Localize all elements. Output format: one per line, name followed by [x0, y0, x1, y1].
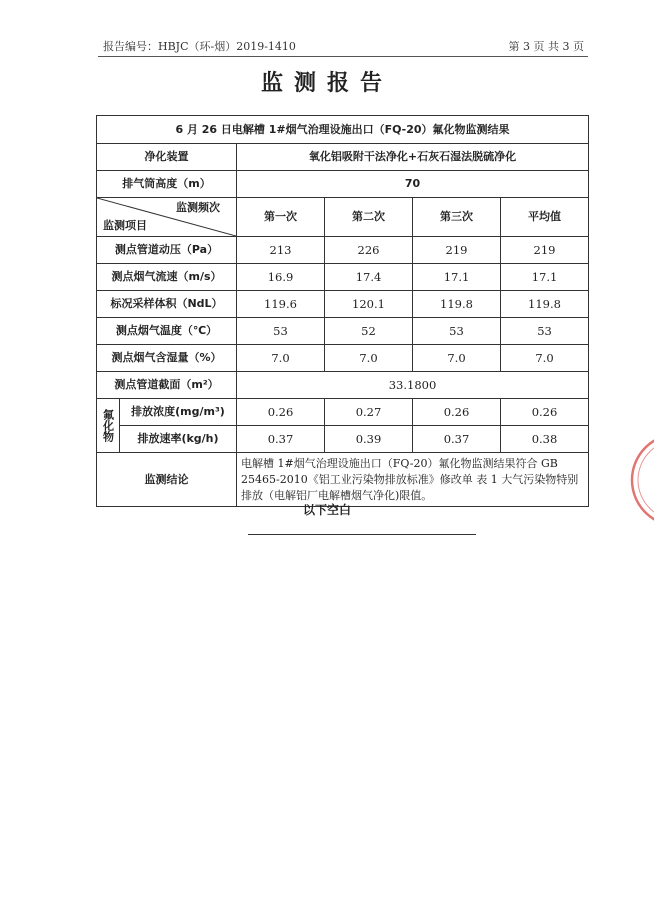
- conclusion-row: [97, 453, 589, 507]
- caption-row: [97, 116, 589, 144]
- table-cell: 53: [501, 318, 589, 345]
- table-cell: 226: [325, 237, 413, 264]
- table-cell: 52: [325, 318, 413, 345]
- table-cell: 219: [501, 237, 589, 264]
- fluoride-results-table: [96, 115, 589, 507]
- purification-value: 氧化铝吸附干法净化+石灰石湿法脱硫净化: [237, 144, 589, 171]
- col-header-average: 平均值: [501, 198, 589, 237]
- col-header-third: 第三次: [413, 198, 501, 237]
- footer-divider: [248, 534, 476, 535]
- table-row: [97, 399, 589, 426]
- table-cell: 7.0: [501, 345, 589, 372]
- table-cell: 0.37: [413, 426, 501, 453]
- purification-label: 净化装置: [97, 144, 237, 171]
- table-cell: 0.26: [501, 399, 589, 426]
- column-header-row: [97, 198, 589, 237]
- col-header-first: 第一次: [237, 198, 325, 237]
- section-row: [97, 372, 589, 399]
- table-cell: 16.9: [237, 264, 325, 291]
- row-label-moisture: 测点烟气含湿量（%）: [97, 345, 237, 372]
- conclusion-label: 监测结论: [97, 453, 237, 507]
- table-cell: 7.0: [325, 345, 413, 372]
- table-cell: 17.1: [501, 264, 589, 291]
- fluoride-group-label: [97, 399, 120, 453]
- table-row: [97, 318, 589, 345]
- end-of-report-note: 以下空白: [302, 503, 351, 517]
- table-cell: 0.26: [237, 399, 325, 426]
- table-cell: 0.38: [501, 426, 589, 453]
- table-cell: 7.0: [413, 345, 501, 372]
- table-cell: 0.26: [413, 399, 501, 426]
- table-cell: 219: [413, 237, 501, 264]
- row-label-velocity: 测点烟气流速（m/s）: [97, 264, 237, 291]
- stack-height-row: [97, 171, 589, 198]
- table-cell: 0.37: [237, 426, 325, 453]
- report-number: 报告编号：HBJC（环-烟）2019-1410: [103, 40, 296, 53]
- table-cell: 0.39: [325, 426, 413, 453]
- row-label-volume: 标况采样体积（NdL）: [97, 291, 237, 318]
- table-row: [97, 291, 589, 318]
- table-cell: 0.27: [325, 399, 413, 426]
- stack-height-value: 70: [237, 171, 589, 198]
- diag-header-frequency: 监测频次: [176, 201, 220, 214]
- document-title: 监测报告: [260, 71, 393, 96]
- diag-header-item: 监测项目: [103, 219, 147, 232]
- table-cell: 7.0: [237, 345, 325, 372]
- row-label-pressure: 测点管道动压（Pa）: [97, 237, 237, 264]
- table-row: [97, 264, 589, 291]
- col-header-second: 第二次: [325, 198, 413, 237]
- table-cell: 120.1: [325, 291, 413, 318]
- table-cell: 119.8: [501, 291, 589, 318]
- section-value: 33.1800: [237, 372, 589, 399]
- row-label-temperature: 测点烟气温度（℃）: [97, 318, 237, 345]
- table-cell: 17.4: [325, 264, 413, 291]
- page-indicator: 第 3 页 共 3 页: [508, 40, 584, 53]
- table-cell: 53: [413, 318, 501, 345]
- fluoride-group-cell: [97, 399, 237, 453]
- table-cell: 119.6: [237, 291, 325, 318]
- stack-height-label: 排气筒高度（m）: [97, 171, 237, 198]
- conclusion-text: 电解槽 1#烟气治理设施出口（FQ-20）氟化物监测结果符合 GB 25465-2010《铝工业污染物排放标准》修改单 表 1 大气污染物特别排放（电解铝厂电解槽烟气净化)限值。: [237, 453, 589, 507]
- section-label: 测点管道截面（m²）: [97, 372, 237, 399]
- table-caption: 6 月 26 日电解槽 1#烟气治理设施出口（FQ-20）氟化物监测结果: [97, 116, 589, 144]
- header-divider: [98, 56, 588, 57]
- table-row: [97, 345, 589, 372]
- row-label-rate: 排放速率(kg/h): [137, 432, 219, 446]
- diagonal-header-cell: [97, 198, 237, 237]
- red-seal-stamp: [620, 428, 654, 533]
- table-cell: 53: [237, 318, 325, 345]
- table-row: [97, 237, 589, 264]
- purification-row: [97, 144, 589, 171]
- fluoride-group-text: 氟化物: [101, 409, 115, 442]
- row-label-concentration: 排放浓度(mg/m³): [120, 399, 236, 427]
- table-cell: 17.1: [413, 264, 501, 291]
- table-cell: 119.8: [413, 291, 501, 318]
- table-cell: 213: [237, 237, 325, 264]
